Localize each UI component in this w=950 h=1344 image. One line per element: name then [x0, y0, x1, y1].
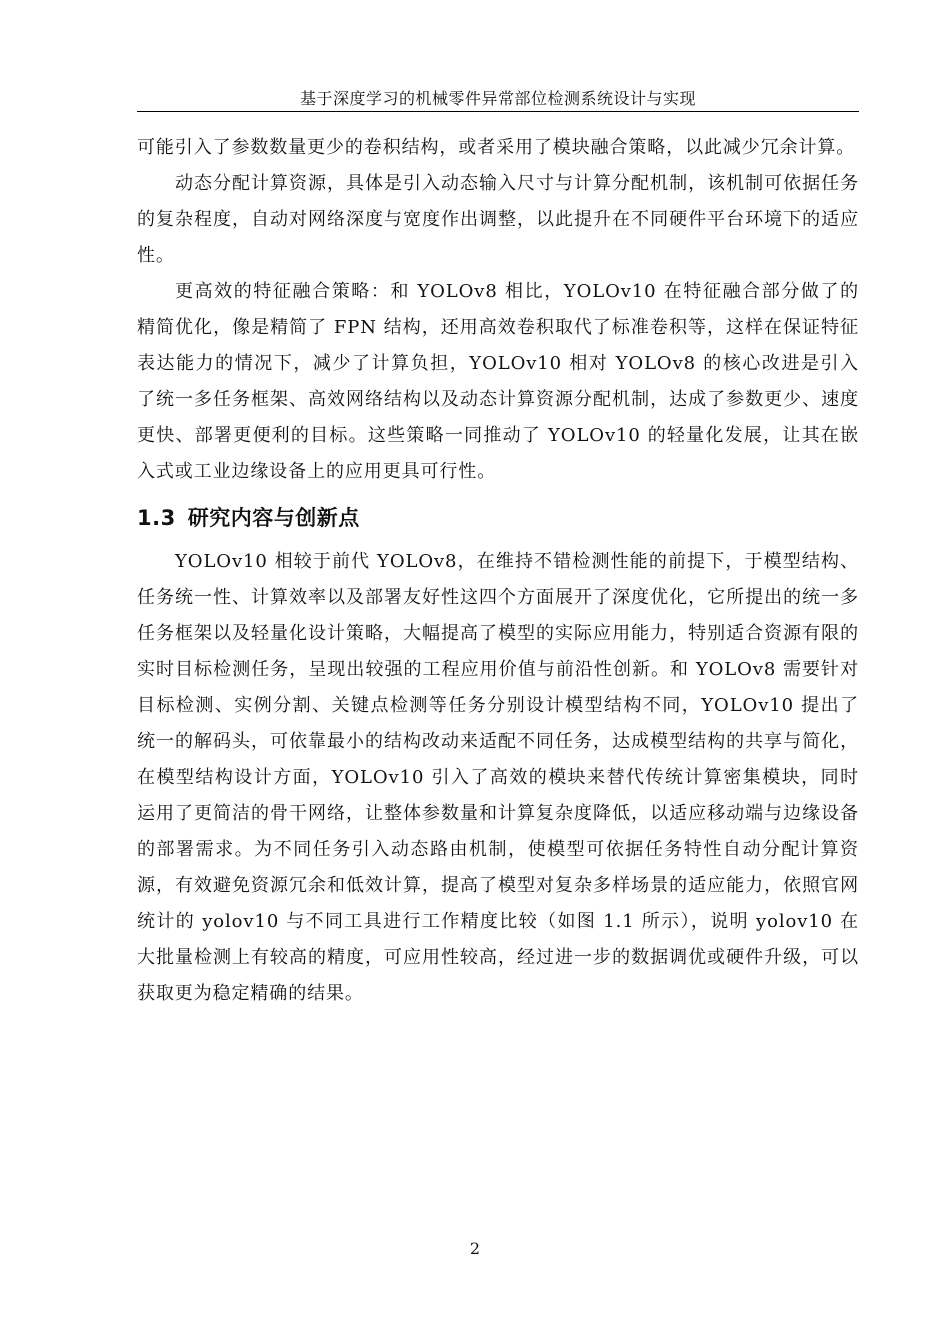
section-number: 1.3 [137, 506, 176, 530]
paragraph-research-content: YOLOv10 相较于前代 YOLOv8，在维持不错检测性能的前提下，于模型结构、任务统一性、计算效率以及部署友好性这四个方面展开了深度优化，它所提出的统一多任务框架以及轻量化设计策略，大幅提高了模型的实际应用能力，特别适合资源有限的实时目标检测任务，呈现出较强的工程应用价值与前沿性创新。和 YOLOv8 需要针对目标检测、实例分割、关键点检测等任务分别设计模型结构不同，YOLOv10 提出了统一的解码头，可依靠最小的结构改动来适配不同任务，达成模型结构的共享与简化，在模型结构设计方面，YOLOv10 引入了高效的模块来替代传统计算密集模块，同时运用了更简洁的骨干网络，让整体参数量和计算复杂度降低，以适应移动端与边缘设备的部署需求。为不同任务引入动态路由机制，使模型可依据任务特性自动分配计算资源，有效避免资源冗余和低效计算，提高了模型对复杂多样场景的适应能力，依照官网统计的 yolov10 与不同工具进行工作精度比较（如图 1.1 所示），说明 yolov10 在大批量检测上有较高的精度，可应用性较高，经过进一步的数据调优或硬件升级，可以获取更为稳定精确的结果。 [137, 551, 859, 1004]
section-title: 研究内容与创新点 [187, 506, 360, 530]
section-heading [137, 500, 859, 536]
header-rule [137, 111, 859, 112]
paragraph-dynamic-allocation: 动态分配计算资源，具体是引入动态输入尺寸与计算分配机制，该机制可依据任务的复杂程度，自动对网络深度与宽度作出调整，以此提升在不同硬件平台环境下的适应性。 [137, 173, 859, 266]
running-header: 基于深度学习的机械零件异常部位检测系统设计与实现 [299, 89, 696, 108]
body-text [137, 130, 859, 1012]
page-number: 2 [469, 1239, 481, 1258]
paragraph-feature-fusion: 更高效的特征融合策略：和 YOLOv8 相比，YOLOv10 在特征融合部分做了的精简优化，像是精简了 FPN 结构，还用高效卷积取代了标准卷积等，这样在保证特征表达能力的情况下，减少了计算负担，YOLOv10 相对 YOLOv8 的核心改进是引入了统一多任务框架、高效网络结构以及动态计算资源分配机制，达成了参数更少、速度更快、部署更便利的目标。这些策略一同推动了 YOLOv10 的轻量化发展，让其在嵌入式或工业边缘设备上的应用更具可行性。 [137, 281, 859, 482]
paragraph-continued: 可能引入了参数数量更少的卷积结构，或者采用了模块融合策略，以此减少冗余计算。 [137, 137, 856, 158]
